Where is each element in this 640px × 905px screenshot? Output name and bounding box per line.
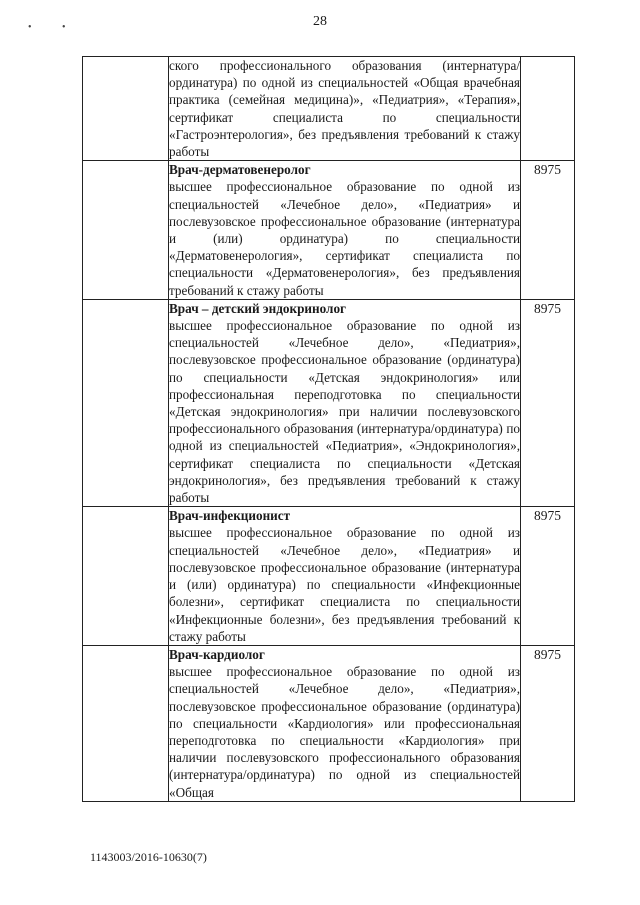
qualification-table xyxy=(82,56,575,802)
salary-cell: 8975 xyxy=(521,299,575,506)
position-title: Врач-кардиолог xyxy=(169,646,265,662)
scan-dots: • • xyxy=(28,22,80,33)
table-row xyxy=(83,645,575,801)
table-row xyxy=(83,161,575,300)
salary-cell: 8975 xyxy=(521,161,575,300)
page-number: 28 xyxy=(313,14,327,29)
table-row xyxy=(83,299,575,506)
requirements-text: высшее профессиональное образование по одной из специальностей «Лечебное дело», «Педиатрия» и послевузовское профессиональное образование (интернатура и (или) ординатура) по специальности «Инфекционные болезни», сертификат специалиста по специальности «Инфекционные болезни», без предъявления требований к стажу работы xyxy=(169,525,520,644)
table-row xyxy=(83,507,575,646)
salary-cell xyxy=(521,57,575,161)
description-cell xyxy=(169,57,521,161)
empty-cell xyxy=(83,299,169,506)
empty-cell xyxy=(83,161,169,300)
position-title: Врач-инфекционист xyxy=(169,508,291,524)
description-cell xyxy=(169,645,521,801)
description-cell xyxy=(169,299,521,506)
empty-cell xyxy=(83,57,169,161)
table-row xyxy=(83,57,575,161)
salary-cell: 8975 xyxy=(521,645,575,801)
requirements-text: высшее профессиональное образование по одной из специальностей «Лечебное дело», «Педиатрия», послевузовское профессиональное образование (ординатура) по специальности «Детская эндокринология» или профессиональная переподготовка по специальности «Детская эндокринология» при наличии послевузовского профессионального образования (интернатура/ординатура) по одной из специальностей «Педиатрия», «Эндокринология», сертификат специалиста по специальности «Детская эндокринология», без предъявления требований к стажу работы xyxy=(169,318,520,506)
empty-cell xyxy=(83,645,169,801)
description-cell xyxy=(169,507,521,646)
salary-cell: 8975 xyxy=(521,507,575,646)
position-title: Врач – детский эндокринолог xyxy=(169,300,347,316)
position-title: Врач-дерматовенеролог xyxy=(169,162,311,178)
requirements-text: высшее профессиональное образование по одной из специальностей «Лечебное дело», «Педиатрия», послевузовское профессиональное образование (ординатура) по специальности «Кардиология» или профессиональная переподготовка по специальности «Кардиология» при наличии послевузовского профессионального образования (интернатура/ординатура) по одной из специальностей «Общая xyxy=(169,664,520,800)
description-cell xyxy=(169,161,521,300)
requirements-text: ского профессионального образования (интернатура/ординатура) по одной из специальностей «Общая врачебная практика (семейная медицина)», «Педиатрия», «Терапия», сертификат специалиста по специальности «Гастроэнтерология», без предъявления требований к стажу работы xyxy=(169,58,520,160)
requirements-text: высшее профессиональное образование по одной из специальностей «Лечебное дело», «Педиатрия» и послевузовское профессиональное образование (интернатура и (или) ординатура) по специальности «Дерматовенерология», сертификат специалиста по специальности «Дерматовенерология», без предъявления требований к стажу работы xyxy=(169,179,520,298)
document-code: 1143003/2016-10630(7) xyxy=(90,850,207,864)
empty-cell xyxy=(83,507,169,646)
